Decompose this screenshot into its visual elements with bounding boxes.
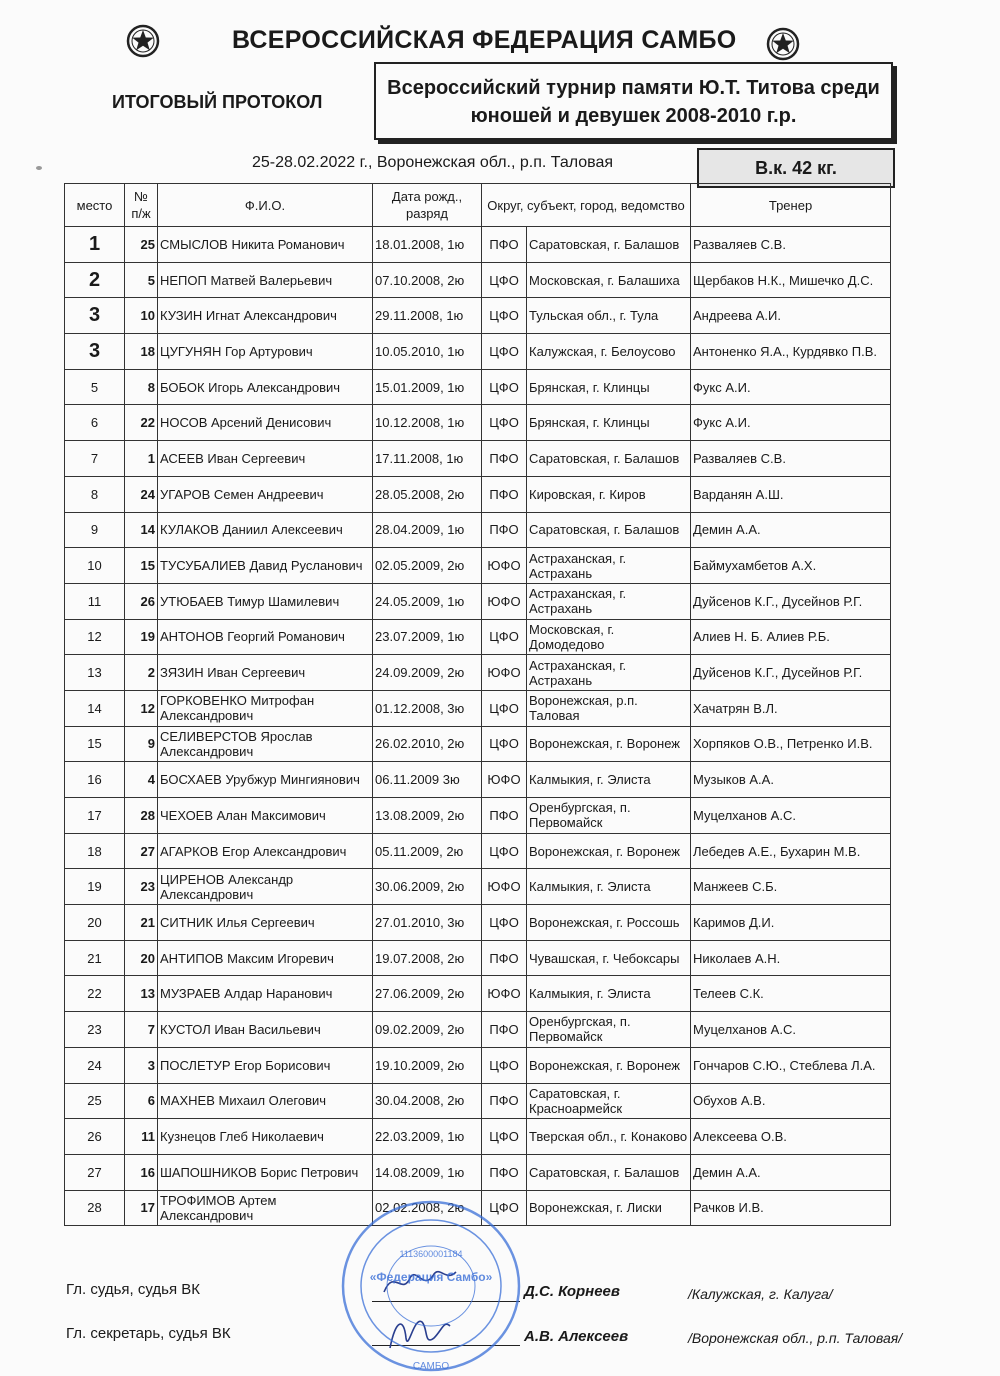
- name-cell: УГАРОВ Семен Андреевич: [158, 476, 373, 512]
- district-cell: ПФО: [482, 798, 527, 834]
- name-cell: ШАПОШНИКОВ Борис Петрович: [158, 1154, 373, 1190]
- number-cell: 24: [125, 476, 158, 512]
- coach-cell: Муцелханов А.С.: [691, 1012, 891, 1048]
- coach-cell: Хорпяков О.В., Петренко И.В.: [691, 726, 891, 762]
- district-cell: ЮФО: [482, 762, 527, 798]
- district-cell: ЦФО: [482, 905, 527, 941]
- coach-cell: Варданян А.Ш.: [691, 476, 891, 512]
- region-cell: Оренбургская, п. Первомайск: [527, 1012, 691, 1048]
- birth-cell: 27.06.2009, 2ю: [373, 976, 482, 1012]
- coach-cell: Обухов А.В.: [691, 1083, 891, 1119]
- star-emblem-icon: [126, 24, 160, 58]
- birth-cell: 19.07.2008, 2ю: [373, 940, 482, 976]
- place-cell: 20: [65, 905, 125, 941]
- birth-cell: 06.11.2009 3ю: [373, 762, 482, 798]
- number-cell: 9: [125, 726, 158, 762]
- table-row: [65, 940, 891, 976]
- number-cell: 26: [125, 583, 158, 619]
- secretary-place: /Воронежская обл., р.п. Таловая/: [688, 1330, 903, 1346]
- number-cell: 11: [125, 1119, 158, 1155]
- table-row: [65, 298, 891, 334]
- header-coach: Тренер: [691, 184, 891, 227]
- place-cell: 21: [65, 940, 125, 976]
- birth-cell: 05.11.2009, 2ю: [373, 833, 482, 869]
- place-cell: 27: [65, 1154, 125, 1190]
- table-row: [65, 1083, 891, 1119]
- region-cell: Саратовская, г. Балашов: [527, 1154, 691, 1190]
- name-cell: НЕПОП Матвей Валерьевич: [158, 262, 373, 298]
- header-place: место: [65, 184, 125, 227]
- region-cell: Калмыкия, г. Элиста: [527, 762, 691, 798]
- header-number: № п/ж: [125, 184, 158, 227]
- region-cell: Воронежская, г. Воронеж: [527, 1047, 691, 1083]
- coach-cell: Дуйсенов К.Г., Дусейнов Р.Г.: [691, 583, 891, 619]
- table-row: [65, 227, 891, 263]
- name-cell: НОСОВ Арсений Денисович: [158, 405, 373, 441]
- place-cell: 3: [65, 298, 125, 334]
- name-cell: БОСХАЕВ Урубжур Мингиянович: [158, 762, 373, 798]
- number-cell: 20: [125, 940, 158, 976]
- number-cell: 27: [125, 833, 158, 869]
- number-cell: 19: [125, 619, 158, 655]
- header-birth: Дата рожд., разряд: [373, 184, 482, 227]
- coach-cell: Лебедев А.Е., Бухарин М.В.: [691, 833, 891, 869]
- table-row: [65, 619, 891, 655]
- number-cell: 7: [125, 1012, 158, 1048]
- place-cell: 17: [65, 798, 125, 834]
- number-cell: 21: [125, 905, 158, 941]
- district-cell: ПФО: [482, 441, 527, 477]
- table-row: [65, 441, 891, 477]
- number-cell: 1: [125, 441, 158, 477]
- coach-cell: Дуйсенов К.Г., Дусейнов Р.Г.: [691, 655, 891, 691]
- organization-title: ВСЕРОССИЙСКАЯ ФЕДЕРАЦИЯ САМБО: [232, 26, 737, 54]
- coach-cell: Фукс А.И.: [691, 369, 891, 405]
- number-cell: 6: [125, 1083, 158, 1119]
- place-cell: 7: [65, 441, 125, 477]
- table-row: [65, 405, 891, 441]
- table-row: [65, 1047, 891, 1083]
- number-cell: 2: [125, 655, 158, 691]
- place-cell: 18: [65, 833, 125, 869]
- date-place: 25-28.02.2022 г., Воронежская обл., р.п. Таловая: [252, 154, 614, 171]
- coach-cell: Фукс А.И.: [691, 405, 891, 441]
- coach-cell: Демин А.А.: [691, 512, 891, 548]
- district-cell: ЦФО: [482, 690, 527, 726]
- name-cell: КУЗИН Игнат Александрович: [158, 298, 373, 334]
- district-cell: ЮФО: [482, 869, 527, 905]
- number-cell: 22: [125, 405, 158, 441]
- birth-cell: 30.06.2009, 2ю: [373, 869, 482, 905]
- district-cell: ПФО: [482, 940, 527, 976]
- svg-text:1113600001184: 1113600001184: [399, 1249, 463, 1259]
- table-row: [65, 548, 891, 584]
- district-cell: ЦФО: [482, 334, 527, 370]
- place-cell: 15: [65, 726, 125, 762]
- birth-cell: 27.01.2010, 3ю: [373, 905, 482, 941]
- birth-cell: 09.02.2009, 2ю: [373, 1012, 482, 1048]
- place-cell: 14: [65, 690, 125, 726]
- number-cell: 10: [125, 298, 158, 334]
- coach-cell: Разваляев С.В.: [691, 441, 891, 477]
- birth-cell: 22.03.2009, 1ю: [373, 1119, 482, 1155]
- region-cell: Оренбургская, п. Первомайск: [527, 798, 691, 834]
- district-cell: ЦФО: [482, 298, 527, 334]
- table-row: [65, 369, 891, 405]
- birth-cell: 10.05.2010, 1ю: [373, 334, 482, 370]
- birth-cell: 13.08.2009, 2ю: [373, 798, 482, 834]
- district-cell: ЮФО: [482, 655, 527, 691]
- name-cell: КУСТОЛ Иван Васильевич: [158, 1012, 373, 1048]
- coach-cell: Хачатрян В.Л.: [691, 690, 891, 726]
- region-cell: Саратовская, г. Красноармейск: [527, 1083, 691, 1119]
- birth-cell: 14.08.2009, 1ю: [373, 1154, 482, 1190]
- tournament-title-box: [374, 62, 893, 140]
- district-cell: ЮФО: [482, 548, 527, 584]
- place-cell: 2: [65, 262, 125, 298]
- coach-cell: Манжеев С.Б.: [691, 869, 891, 905]
- name-cell: ЧЕХОЕВ Алан Максимович: [158, 798, 373, 834]
- birth-cell: 17.11.2008, 1ю: [373, 441, 482, 477]
- name-cell: АНТОНОВ Георгий Романович: [158, 619, 373, 655]
- table-row: [65, 726, 891, 762]
- number-cell: 5: [125, 262, 158, 298]
- region-cell: Московская, г. Балашиха: [527, 262, 691, 298]
- table-row: [65, 833, 891, 869]
- judge-label: Гл. судья, судья ВК: [66, 1281, 200, 1298]
- number-cell: 13: [125, 976, 158, 1012]
- coach-cell: Телеев С.К.: [691, 976, 891, 1012]
- table-row: [65, 262, 891, 298]
- region-cell: Тульская обл., г. Тула: [527, 298, 691, 334]
- table-row: [65, 690, 891, 726]
- region-cell: Саратовская, г. Балашов: [527, 441, 691, 477]
- district-cell: ЦФО: [482, 726, 527, 762]
- name-cell: МАХНЕВ Михаил Олегович: [158, 1083, 373, 1119]
- birth-cell: 10.12.2008, 1ю: [373, 405, 482, 441]
- birth-cell: 15.01.2009, 1ю: [373, 369, 482, 405]
- place-cell: 3: [65, 334, 125, 370]
- svg-text:САМБО: САМБО: [412, 1361, 450, 1372]
- region-cell: Калмыкия, г. Элиста: [527, 976, 691, 1012]
- region-cell: Астраханская, г. Астрахань: [527, 655, 691, 691]
- name-cell: ГОРКОВЕНКО Митрофан Александрович: [158, 690, 373, 726]
- table-row: [65, 869, 891, 905]
- number-cell: 4: [125, 762, 158, 798]
- tournament-title-line2: юношей и девушек 2008-2010 г.р.: [470, 105, 797, 127]
- coach-cell: Андреева А.И.: [691, 298, 891, 334]
- birth-cell: 29.11.2008, 1ю: [373, 298, 482, 334]
- table-row: [65, 1119, 891, 1155]
- place-cell: 8: [65, 476, 125, 512]
- place-cell: 11: [65, 583, 125, 619]
- protocol-label: ИТОГОВЫЙ ПРОТОКОЛ: [112, 92, 323, 112]
- table-row: [65, 1012, 891, 1048]
- judge-name: Д.С. Корнеев: [524, 1283, 620, 1300]
- number-cell: 8: [125, 369, 158, 405]
- district-cell: ПФО: [482, 476, 527, 512]
- judge-place: /Калужская, г. Калуга/: [688, 1286, 833, 1302]
- name-cell: СЕЛИВЕРСТОВ Ярослав Александрович: [158, 726, 373, 762]
- district-cell: ЦФО: [482, 1190, 527, 1226]
- region-cell: Воронежская, г. Лиски: [527, 1190, 691, 1226]
- birth-cell: 07.10.2008, 2ю: [373, 262, 482, 298]
- birth-cell: 26.02.2010, 2ю: [373, 726, 482, 762]
- coach-cell: Алиев Н. Б. Алиев Р.Б.: [691, 619, 891, 655]
- coach-cell: Демин А.А.: [691, 1154, 891, 1190]
- district-cell: ЦФО: [482, 262, 527, 298]
- region-cell: Московская, г. Домодедово: [527, 619, 691, 655]
- federation-stamp: [336, 1197, 526, 1375]
- region-cell: Астраханская, г. Астрахань: [527, 583, 691, 619]
- district-cell: ПФО: [482, 1083, 527, 1119]
- birth-cell: 19.10.2009, 2ю: [373, 1047, 482, 1083]
- district-cell: ЦФО: [482, 369, 527, 405]
- region-cell: Брянская, г. Клинцы: [527, 405, 691, 441]
- coach-cell: Музыков А.А.: [691, 762, 891, 798]
- place-cell: 5: [65, 369, 125, 405]
- place-cell: 10: [65, 548, 125, 584]
- place-cell: 9: [65, 512, 125, 548]
- birth-cell: 28.04.2009, 1ю: [373, 512, 482, 548]
- header-region: Округ, субъект, город, ведомство: [482, 184, 691, 227]
- number-cell: 16: [125, 1154, 158, 1190]
- number-cell: 17: [125, 1190, 158, 1226]
- name-cell: АСЕЕВ Иван Сергеевич: [158, 441, 373, 477]
- name-cell: АНТИПОВ Максим Игоревич: [158, 940, 373, 976]
- region-cell: Воронежская, г. Воронеж: [527, 833, 691, 869]
- district-cell: ПФО: [482, 512, 527, 548]
- scan-speck: [36, 166, 42, 170]
- number-cell: 18: [125, 334, 158, 370]
- region-cell: Воронежская, г. Воронеж: [527, 726, 691, 762]
- number-cell: 14: [125, 512, 158, 548]
- coach-cell: Алексеева О.В.: [691, 1119, 891, 1155]
- number-cell: 3: [125, 1047, 158, 1083]
- region-cell: Тверская обл., г. Конаково: [527, 1119, 691, 1155]
- birth-cell: 24.09.2009, 2ю: [373, 655, 482, 691]
- region-cell: Саратовская, г. Балашов: [527, 227, 691, 263]
- name-cell: КУЛАКОВ Даниил Алексеевич: [158, 512, 373, 548]
- district-cell: ЦФО: [482, 1047, 527, 1083]
- number-cell: 23: [125, 869, 158, 905]
- number-cell: 12: [125, 690, 158, 726]
- district-cell: ЦФО: [482, 833, 527, 869]
- place-cell: 19: [65, 869, 125, 905]
- place-cell: 23: [65, 1012, 125, 1048]
- name-cell: УТЮБАЕВ Тимур Шамилевич: [158, 583, 373, 619]
- coach-cell: Николаев А.Н.: [691, 940, 891, 976]
- table-row: [65, 334, 891, 370]
- place-cell: 12: [65, 619, 125, 655]
- table-row: [65, 905, 891, 941]
- name-cell: СМЫСЛОВ Никита Романович: [158, 227, 373, 263]
- birth-cell: 24.05.2009, 1ю: [373, 583, 482, 619]
- district-cell: ПФО: [482, 227, 527, 263]
- results-table-body: [65, 227, 891, 1226]
- place-cell: 1: [65, 227, 125, 263]
- name-cell: ЗЯЗИН Иван Сергеевич: [158, 655, 373, 691]
- name-cell: БОБОК Игорь Александрович: [158, 369, 373, 405]
- place-cell: 25: [65, 1083, 125, 1119]
- district-cell: ПФО: [482, 1154, 527, 1190]
- name-cell: ТУСУБАЛИЕВ Давид Русланович: [158, 548, 373, 584]
- table-header-row: [65, 184, 891, 227]
- place-cell: 22: [65, 976, 125, 1012]
- region-cell: Воронежская, г. Россошь: [527, 905, 691, 941]
- birth-cell: 28.05.2008, 2ю: [373, 476, 482, 512]
- table-row: [65, 976, 891, 1012]
- district-cell: ЮФО: [482, 583, 527, 619]
- place-cell: 6: [65, 405, 125, 441]
- tournament-title-line1: Всероссийский турнир памяти Ю.Т. Титова среди: [387, 77, 880, 99]
- region-cell: Кировская, г. Киров: [527, 476, 691, 512]
- table-row: [65, 476, 891, 512]
- place-cell: 24: [65, 1047, 125, 1083]
- place-cell: 26: [65, 1119, 125, 1155]
- birth-cell: 30.04.2008, 2ю: [373, 1083, 482, 1119]
- table-row: [65, 1154, 891, 1190]
- coach-cell: Антоненко Я.А., Курдявко П.В.: [691, 334, 891, 370]
- secretary-name: А.В. Алексеев: [524, 1328, 629, 1345]
- secretary-label: Гл. секретарь, судья ВК: [66, 1325, 231, 1342]
- name-cell: ЦИРЕНОВ Александр Александрович: [158, 869, 373, 905]
- region-cell: Воронежская, р.п. Таловая: [527, 690, 691, 726]
- results-table: [64, 183, 891, 1226]
- birth-cell: 01.12.2008, 3ю: [373, 690, 482, 726]
- birth-cell: 18.01.2008, 1ю: [373, 227, 482, 263]
- coach-cell: Рачков И.В.: [691, 1190, 891, 1226]
- birth-cell: 02.02.2008, 2ю: [373, 1190, 482, 1226]
- place-cell: 28: [65, 1190, 125, 1226]
- region-cell: Калмыкия, г. Элиста: [527, 869, 691, 905]
- place-cell: 16: [65, 762, 125, 798]
- number-cell: 15: [125, 548, 158, 584]
- coach-cell: Муцелханов А.С.: [691, 798, 891, 834]
- region-cell: Брянская, г. Клинцы: [527, 369, 691, 405]
- region-cell: Чувашская, г. Чебоксары: [527, 940, 691, 976]
- weight-category-box: В.к. 42 кг.: [697, 148, 895, 188]
- name-cell: ПОСЛЕТУР Егор Борисович: [158, 1047, 373, 1083]
- birth-cell: 23.07.2009, 1ю: [373, 619, 482, 655]
- coach-cell: Гончаров С.Ю., Стеблева Л.А.: [691, 1047, 891, 1083]
- name-cell: Кузнецов Глеб Николаевич: [158, 1119, 373, 1155]
- place-cell: 13: [65, 655, 125, 691]
- table-row: [65, 583, 891, 619]
- region-cell: Калужская, г. Белоусово: [527, 334, 691, 370]
- number-cell: 28: [125, 798, 158, 834]
- region-cell: Саратовская, г. Балашов: [527, 512, 691, 548]
- region-cell: Астраханская, г. Астрахань: [527, 548, 691, 584]
- table-row: [65, 798, 891, 834]
- name-cell: МУЗРАЕВ Алдар Наранович: [158, 976, 373, 1012]
- name-cell: ЦУГУНЯН Гор Артурович: [158, 334, 373, 370]
- star-emblem-icon: [766, 27, 800, 61]
- district-cell: ЦФО: [482, 1119, 527, 1155]
- district-cell: ЮФО: [482, 976, 527, 1012]
- coach-cell: Баймухамбетов А.Х.: [691, 548, 891, 584]
- number-cell: 25: [125, 227, 158, 263]
- district-cell: ЦФО: [482, 619, 527, 655]
- district-cell: ЦФО: [482, 405, 527, 441]
- svg-text:«Федерация Самбо»: «Федерация Самбо»: [369, 1270, 493, 1284]
- table-row: [65, 655, 891, 691]
- name-cell: АГАРКОВ Егор Александрович: [158, 833, 373, 869]
- coach-cell: Разваляев С.В.: [691, 227, 891, 263]
- table-row: [65, 762, 891, 798]
- birth-cell: 02.05.2009, 2ю: [373, 548, 482, 584]
- name-cell: ТРОФИМОВ Артем Александрович: [158, 1190, 373, 1226]
- header-name: Ф.И.О.: [158, 184, 373, 227]
- coach-cell: Каримов Д.И.: [691, 905, 891, 941]
- district-cell: ПФО: [482, 1012, 527, 1048]
- coach-cell: Щербаков Н.К., Мишечко Д.С.: [691, 262, 891, 298]
- name-cell: СИТНИК Илья Сергеевич: [158, 905, 373, 941]
- table-row: [65, 512, 891, 548]
